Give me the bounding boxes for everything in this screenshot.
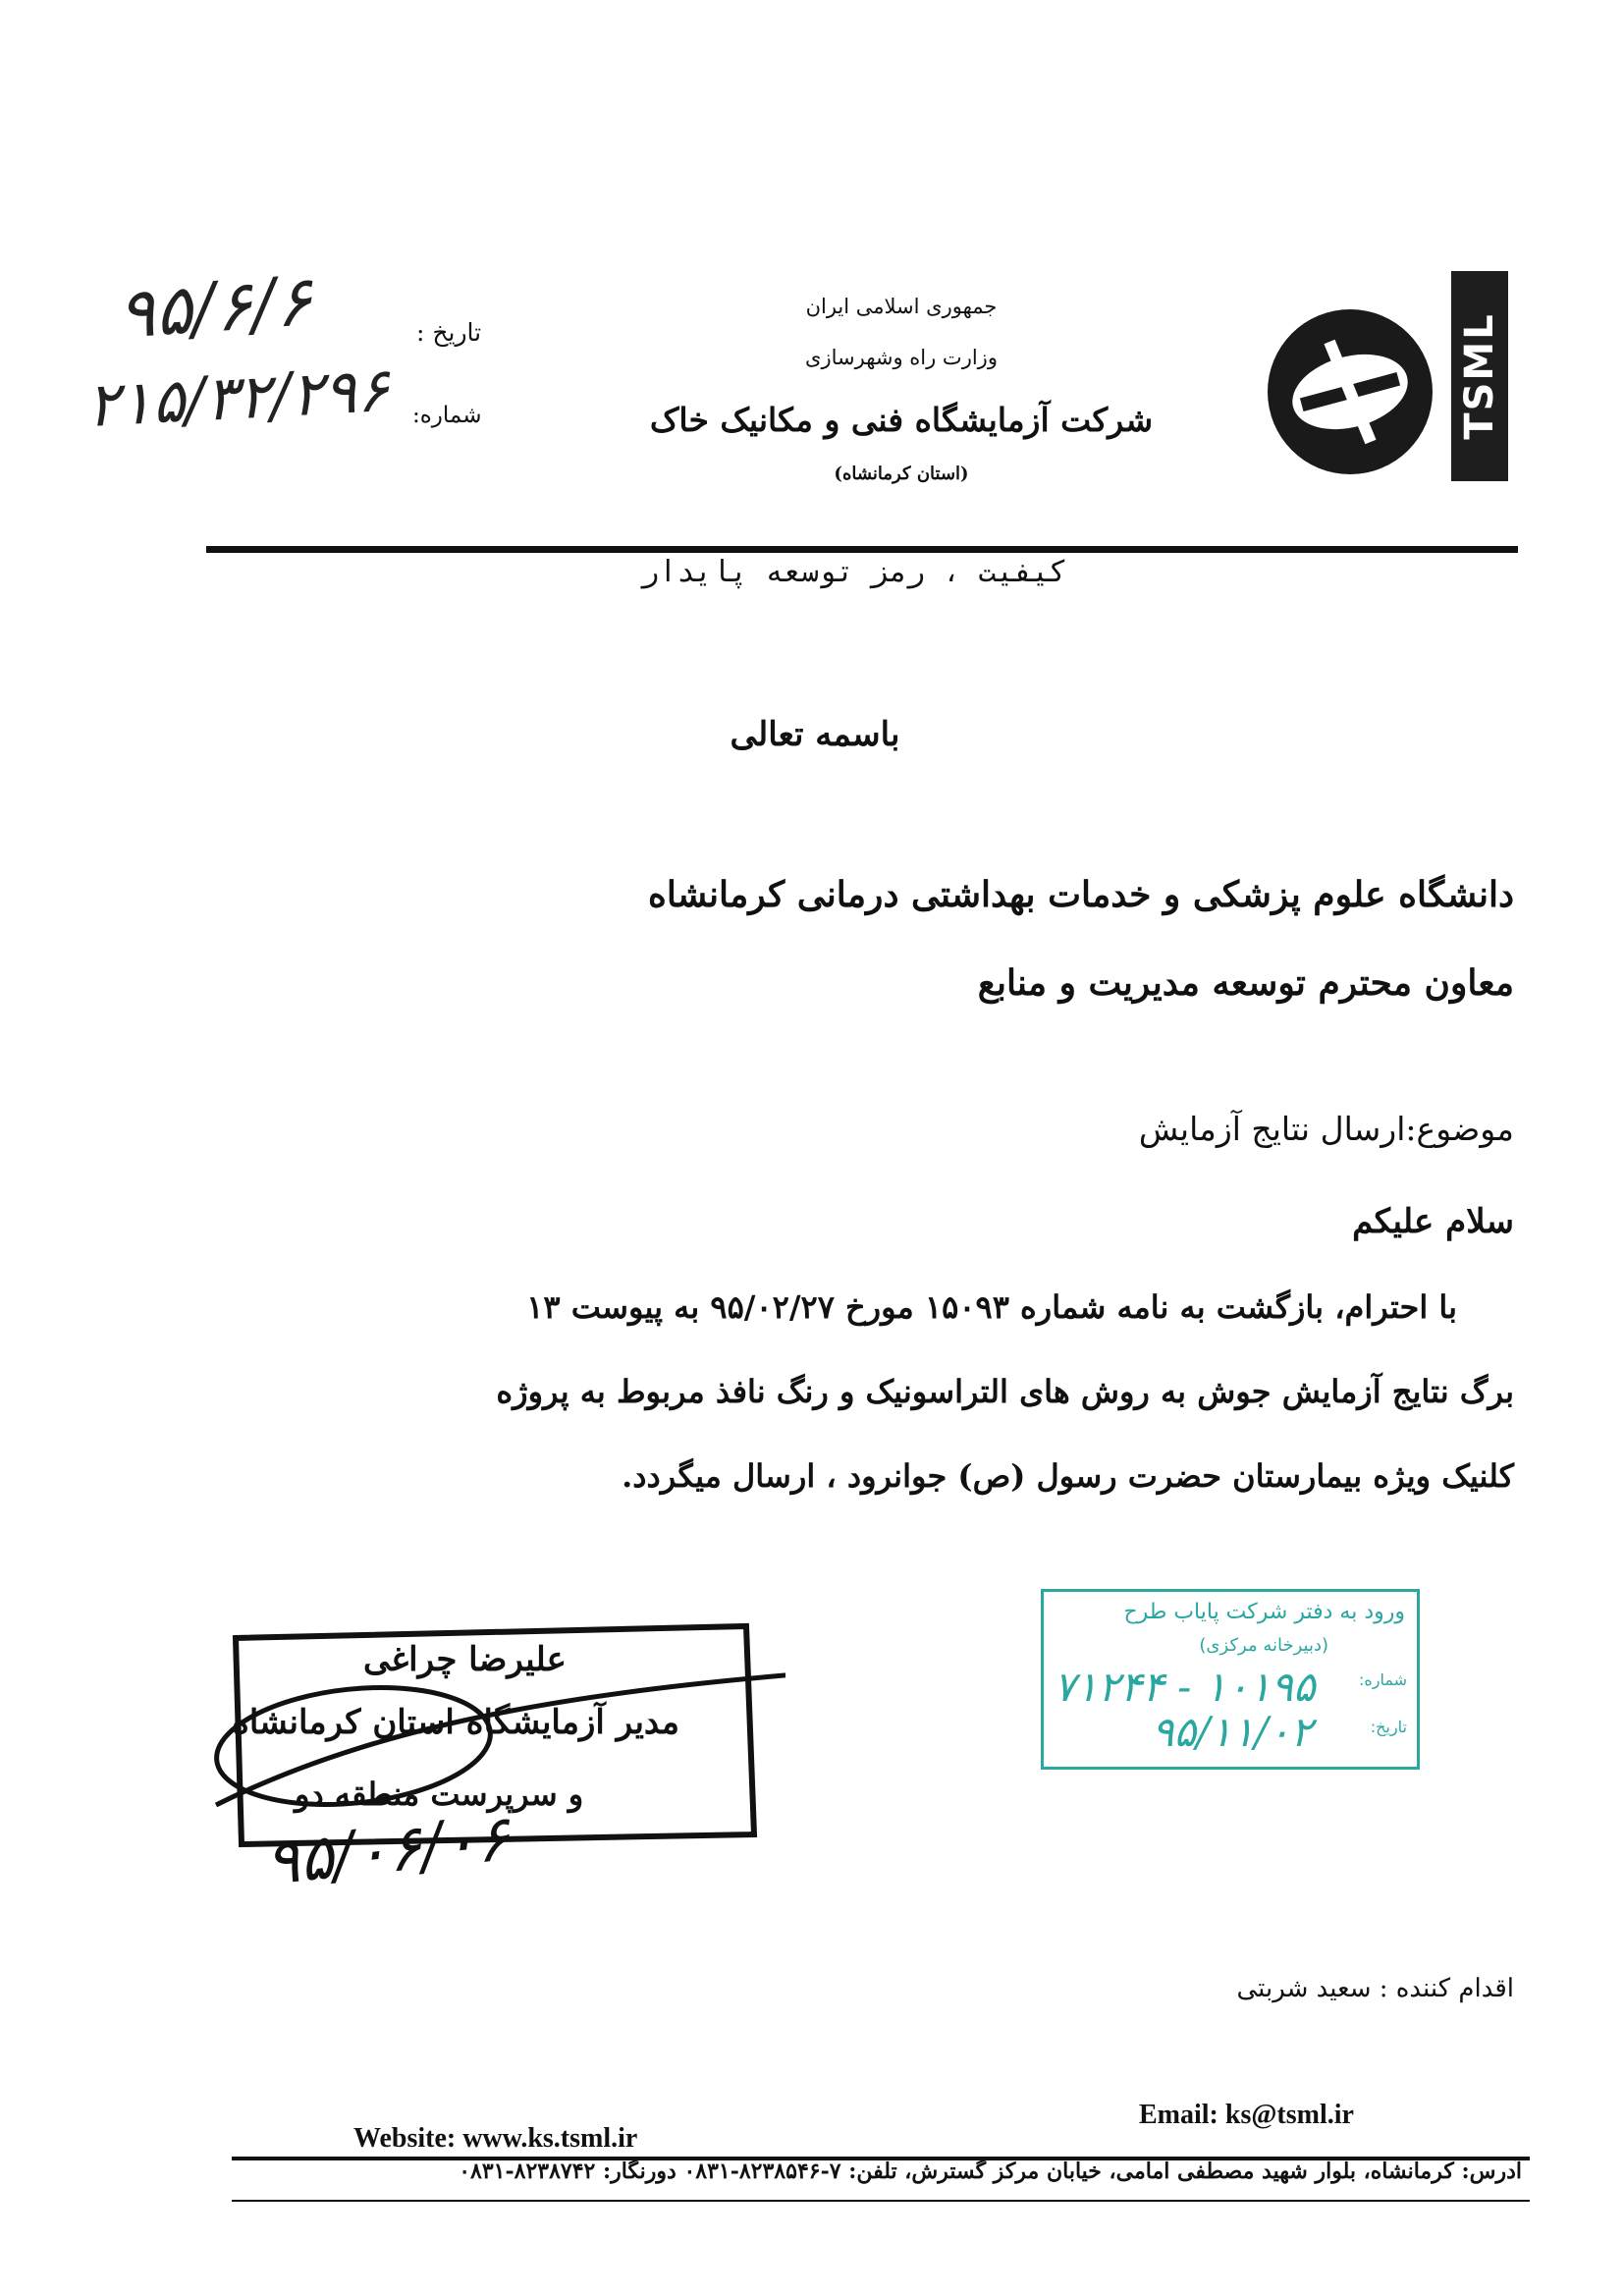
number-label: شماره:	[412, 403, 482, 428]
company-logo-icon	[1261, 302, 1439, 481]
footer-address: آدرس: کرمانشاه، بلوار شهید مصطفی امامی، خیابان مرکز گسترش، تلفن: ۷-۸۲۳۸۵۴۶-۰۸۳۱ دورنگار: ۸۲۳۸۷۴۲-۰۸۳۱	[459, 2159, 1522, 2184]
recipient-line-1: دانشگاه علوم پزشکی و خدمات بهداشتی درمانی کرمانشاه	[648, 874, 1514, 915]
receipt-stamp-title: ورود به دفتر شرکت پایاب طرح	[1123, 1600, 1405, 1624]
handwritten-number: ۲۱۵/۳۲/۲۹۶	[84, 353, 391, 442]
header-ministry: وزارت راه وشهرسازی	[805, 346, 998, 369]
header-divider	[206, 546, 1518, 553]
signatory-name: علیرضا چراغی	[363, 1640, 567, 1679]
action-by: اقدام کننده : سعید شربتی	[1236, 1974, 1514, 2003]
header-province: (استان کرمانشاه)	[834, 464, 969, 484]
receipt-handwritten-date: ۹۵/۱۱/۰۲	[1152, 1708, 1313, 1756]
basmala: باسمه تعالی	[730, 715, 900, 754]
greeting: سلام علیکم	[1352, 1202, 1514, 1241]
tsml-logo-bar	[1451, 271, 1508, 481]
header-company: شرکت آزمایشگاه فنی و مکانیک خاک	[649, 401, 1154, 439]
body-line-3: کلنیک ویژه بیمارستان حضرت رسول (ص) جوانرود ، ارسال میگردد.	[622, 1457, 1514, 1495]
receipt-handwritten-number: ۱۰۱۹۵ - ۷۱۲۴۴	[1054, 1663, 1316, 1711]
subject: موضوع:ارسال نتایج آزمایش	[1138, 1110, 1514, 1148]
signatory-title-2: و سرپرست منطقه دو	[295, 1776, 584, 1813]
footer-divider-bottom	[232, 2200, 1530, 2202]
receipt-stamp	[1041, 1589, 1420, 1770]
footer-website: Website: www.ks.tsml.ir	[353, 2123, 638, 2154]
header-republic: جمهوری اسلامی ایران	[805, 295, 998, 318]
body-line-1: با احترام، بازگشت به نامه شماره ۱۵۰۹۳ مورخ ۹۵/۰۲/۲۷ به پیوست ۱۳	[526, 1288, 1457, 1326]
logo-text: TSML	[1457, 312, 1502, 440]
body-line-2: برگ نتایج آزمایش جوش به روش های التراسونیک و رنگ نافذ مربوط به پروژه	[496, 1373, 1514, 1410]
signatory-title: مدیر آزمایشگاه استان کرمانشاه	[232, 1703, 679, 1742]
recipient-line-2: معاون محترم توسعه مدیریت و منابع	[977, 962, 1514, 1004]
receipt-stamp-sub: (دبیرخانه مرکزی)	[1199, 1635, 1328, 1656]
receipt-number-label: شماره:	[1358, 1670, 1407, 1689]
date-label: تاریخ :	[416, 318, 482, 347]
signature-handwritten-date: ۹۵/۰۶/۰۶	[261, 1802, 514, 1900]
motto: کیفیت ، رمز توسعه پایدار	[641, 555, 1067, 589]
handwritten-date: ۹۵/۶/۶	[115, 260, 315, 355]
receipt-date-label: تاریخ:	[1370, 1718, 1407, 1736]
footer-email: Email: ks@tsml.ir	[1139, 2100, 1354, 2130]
